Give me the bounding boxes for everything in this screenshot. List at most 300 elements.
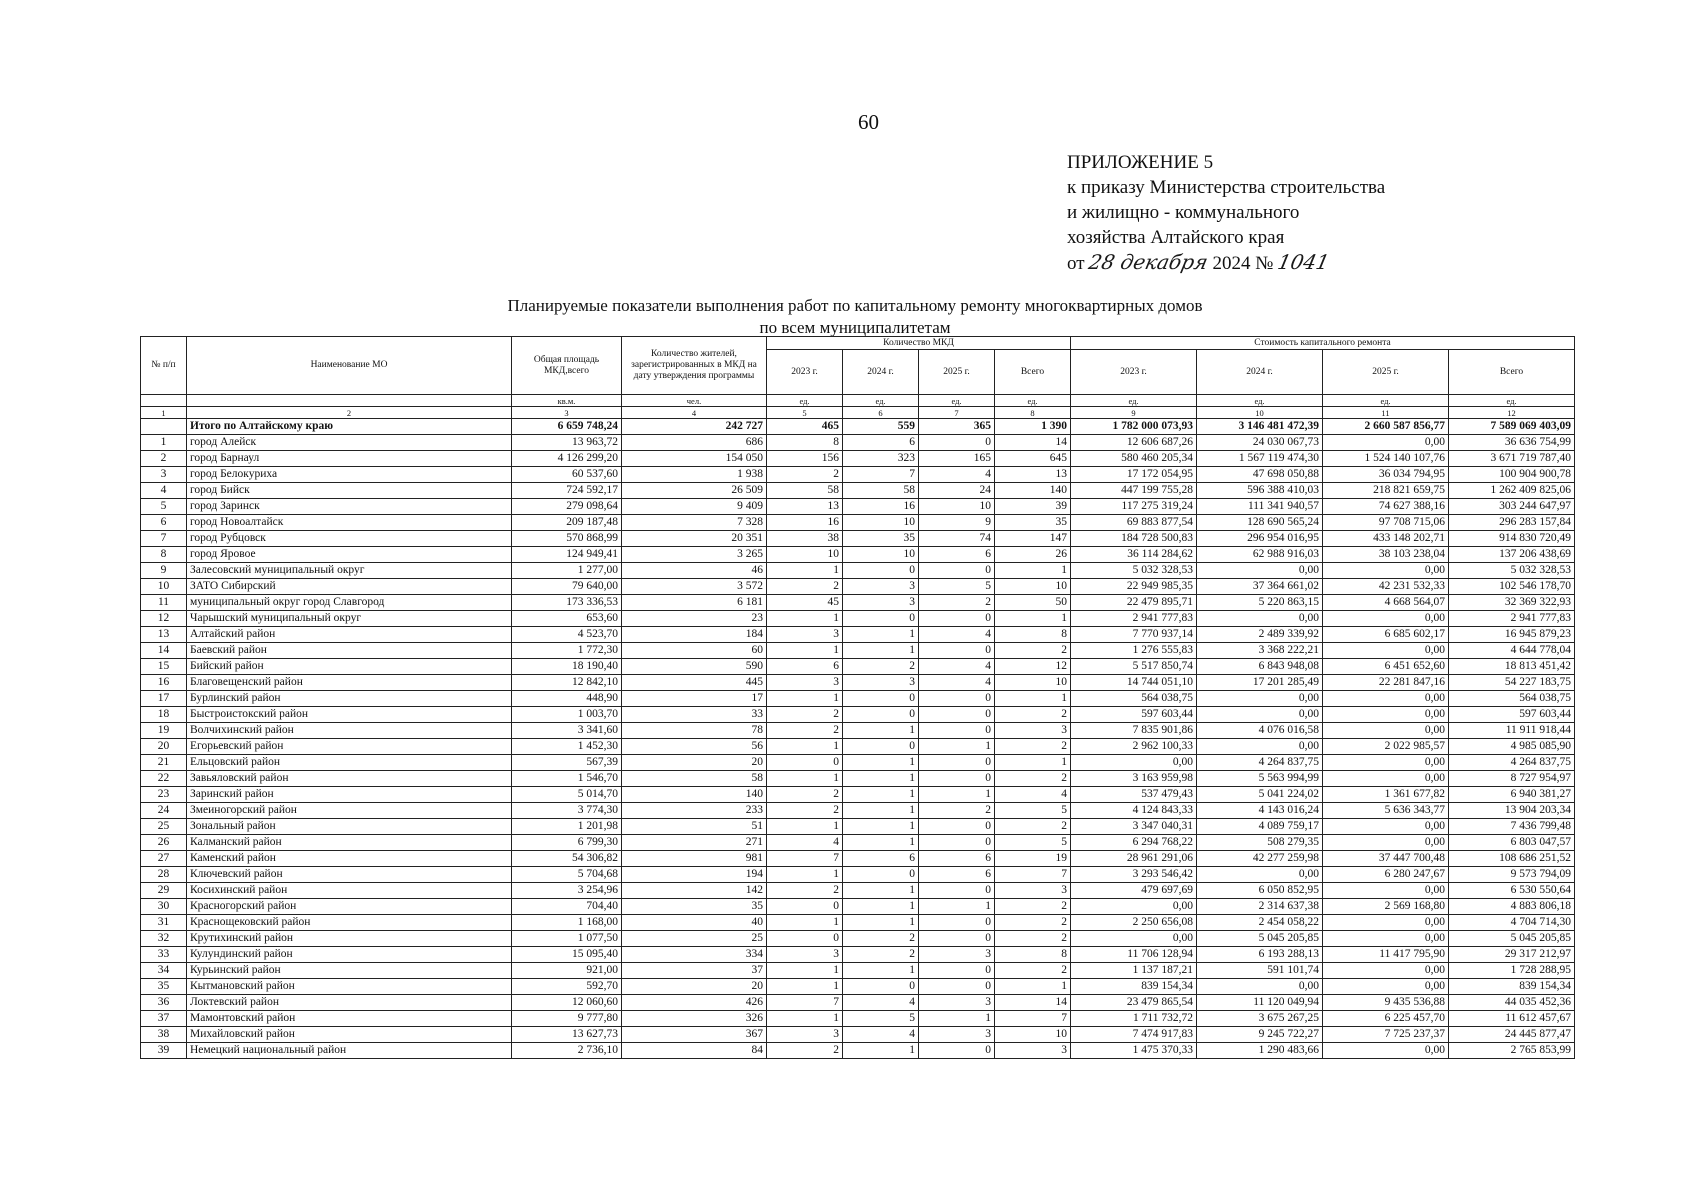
cell-mkd-2023: 0 bbox=[767, 755, 843, 771]
table-row bbox=[141, 835, 1575, 851]
cell-cost-2023: 69 883 877,54 bbox=[1071, 515, 1197, 531]
cell-residents: 590 bbox=[622, 659, 767, 675]
cell-cost-total: 1 728 288,95 bbox=[1449, 963, 1575, 979]
cell-mkd-2024: 323 bbox=[843, 451, 919, 467]
date-year: 2024 bbox=[1212, 253, 1251, 274]
column-numbers-row bbox=[141, 407, 1575, 419]
cell-residents: 37 bbox=[622, 963, 767, 979]
cell-cost-2025: 38 103 238,04 bbox=[1323, 547, 1449, 563]
cell-cost-2024: 9 245 722,27 bbox=[1197, 1027, 1323, 1043]
cell-mkd-2024: 0 bbox=[843, 979, 919, 995]
cell-num: 7 bbox=[141, 531, 187, 547]
cell-name: Калманский район bbox=[187, 835, 512, 851]
cell-mkd-2025: 0 bbox=[919, 611, 995, 627]
cell-area: 13 963,72 bbox=[512, 435, 622, 451]
cell-num: 13 bbox=[141, 627, 187, 643]
cell-mkd-2025: 0 bbox=[919, 435, 995, 451]
cell-num: 33 bbox=[141, 947, 187, 963]
cell-mkd-2025: 1 bbox=[919, 1011, 995, 1027]
cell-mkd-2023: 465 bbox=[767, 419, 843, 435]
cell-mkd-2024: 7 bbox=[843, 467, 919, 483]
cell-mkd-2023: 2 bbox=[767, 579, 843, 595]
cell-cost-total: 6 530 550,64 bbox=[1449, 883, 1575, 899]
column-number-cell: 6 bbox=[843, 407, 919, 419]
cell-cost-total: 32 369 322,93 bbox=[1449, 595, 1575, 611]
cell-name: Залесовский муниципальный округ bbox=[187, 563, 512, 579]
cell-cost-2023: 564 038,75 bbox=[1071, 691, 1197, 707]
cell-cost-total: 108 686 251,52 bbox=[1449, 851, 1575, 867]
cell-cost-total: 29 317 212,97 bbox=[1449, 947, 1575, 963]
cell-residents: 184 bbox=[622, 627, 767, 643]
cell-area: 12 060,60 bbox=[512, 995, 622, 1011]
cell-mkd-2025: 3 bbox=[919, 1027, 995, 1043]
header-mkd-total: Всего bbox=[995, 350, 1071, 395]
cell-mkd-2023: 1 bbox=[767, 915, 843, 931]
cell-cost-2025: 42 231 532,33 bbox=[1323, 579, 1449, 595]
cell-residents: 25 bbox=[622, 931, 767, 947]
cell-cost-total: 44 035 452,36 bbox=[1449, 995, 1575, 1011]
cell-mkd-total: 2 bbox=[995, 643, 1071, 659]
cell-mkd-2025: 165 bbox=[919, 451, 995, 467]
unit-cell: кв.м. bbox=[512, 395, 622, 407]
cell-mkd-2025: 9 bbox=[919, 515, 995, 531]
cell-mkd-2025: 4 bbox=[919, 627, 995, 643]
cell-mkd-2023: 3 bbox=[767, 1027, 843, 1043]
cell-mkd-2024: 0 bbox=[843, 867, 919, 883]
cell-cost-2025: 2 569 168,80 bbox=[1323, 899, 1449, 915]
cell-cost-2023: 117 275 319,24 bbox=[1071, 499, 1197, 515]
header-cost-2023: 2023 г. bbox=[1071, 350, 1197, 395]
cell-name: Краснощековский район bbox=[187, 915, 512, 931]
cell-cost-2023: 17 172 054,95 bbox=[1071, 467, 1197, 483]
cell-area: 921,00 bbox=[512, 963, 622, 979]
cell-mkd-2023: 1 bbox=[767, 563, 843, 579]
cell-cost-2024: 24 030 067,73 bbox=[1197, 435, 1323, 451]
cell-name: Чарышский муниципальный округ bbox=[187, 611, 512, 627]
cell-cost-2023: 3 163 959,98 bbox=[1071, 771, 1197, 787]
cell-mkd-2024: 58 bbox=[843, 483, 919, 499]
table-row bbox=[141, 547, 1575, 563]
cell-num: 8 bbox=[141, 547, 187, 563]
cell-mkd-2024: 1 bbox=[843, 835, 919, 851]
unit-cell: ед. bbox=[767, 395, 843, 407]
cell-name: Егорьевский район bbox=[187, 739, 512, 755]
cell-cost-2025: 0,00 bbox=[1323, 755, 1449, 771]
cell-cost-2024: 596 388 410,03 bbox=[1197, 483, 1323, 499]
cell-cost-2023: 1 782 000 073,93 bbox=[1071, 419, 1197, 435]
cell-cost-2025: 37 447 700,48 bbox=[1323, 851, 1449, 867]
cell-cost-total: 4 704 714,30 bbox=[1449, 915, 1575, 931]
cell-name: Завьяловский район bbox=[187, 771, 512, 787]
cell-cost-2024: 1 567 119 474,30 bbox=[1197, 451, 1323, 467]
cell-name: Ключевский район bbox=[187, 867, 512, 883]
cell-mkd-total: 3 bbox=[995, 1043, 1071, 1059]
cell-name: Косихинский район bbox=[187, 883, 512, 899]
cell-area: 79 640,00 bbox=[512, 579, 622, 595]
cell-name: город Новоалтайск bbox=[187, 515, 512, 531]
cell-cost-total: 102 546 178,70 bbox=[1449, 579, 1575, 595]
cell-cost-2025: 0,00 bbox=[1323, 611, 1449, 627]
cell-cost-2024: 0,00 bbox=[1197, 611, 1323, 627]
cell-cost-2024: 3 675 267,25 bbox=[1197, 1011, 1323, 1027]
cell-cost-2024: 1 290 483,66 bbox=[1197, 1043, 1323, 1059]
cell-name: город Рубцовск bbox=[187, 531, 512, 547]
units-row bbox=[141, 395, 1575, 407]
cell-cost-2025: 6 225 457,70 bbox=[1323, 1011, 1449, 1027]
cell-area: 13 627,73 bbox=[512, 1027, 622, 1043]
cell-cost-2023: 2 250 656,08 bbox=[1071, 915, 1197, 931]
header-cost-2024: 2024 г. bbox=[1197, 350, 1323, 395]
cell-name: город Заринск bbox=[187, 499, 512, 515]
cell-residents: 58 bbox=[622, 771, 767, 787]
cell-cost-total: 36 636 754,99 bbox=[1449, 435, 1575, 451]
cell-mkd-2023: 7 bbox=[767, 995, 843, 1011]
page-number: 60 bbox=[858, 110, 879, 134]
date-prefix: от bbox=[1067, 253, 1085, 274]
column-number-cell: 1 bbox=[141, 407, 187, 419]
cell-cost-2025: 36 034 794,95 bbox=[1323, 467, 1449, 483]
cell-mkd-2024: 1 bbox=[843, 787, 919, 803]
cell-cost-total: 597 603,44 bbox=[1449, 707, 1575, 723]
cell-mkd-2025: 365 bbox=[919, 419, 995, 435]
cell-mkd-total: 7 bbox=[995, 1011, 1071, 1027]
cell-cost-2025: 0,00 bbox=[1323, 979, 1449, 995]
cell-residents: 981 bbox=[622, 851, 767, 867]
cell-mkd-total: 10 bbox=[995, 675, 1071, 691]
cell-cost-2023: 11 706 128,94 bbox=[1071, 947, 1197, 963]
cell-mkd-2024: 1 bbox=[843, 803, 919, 819]
cell-area: 5 014,70 bbox=[512, 787, 622, 803]
cell-name: Итого по Алтайскому краю bbox=[187, 419, 512, 435]
cell-area: 1 168,00 bbox=[512, 915, 622, 931]
cell-residents: 84 bbox=[622, 1043, 767, 1059]
cell-cost-total: 839 154,34 bbox=[1449, 979, 1575, 995]
handwritten-date: 28 декабря bbox=[1086, 250, 1211, 274]
cell-mkd-2025: 1 bbox=[919, 739, 995, 755]
cell-cost-2025: 0,00 bbox=[1323, 1043, 1449, 1059]
cell-residents: 154 050 bbox=[622, 451, 767, 467]
cell-mkd-2023: 0 bbox=[767, 899, 843, 915]
header-mkd-2023: 2023 г. bbox=[767, 350, 843, 395]
cell-cost-total: 2 765 853,99 bbox=[1449, 1043, 1575, 1059]
cell-mkd-total: 5 bbox=[995, 803, 1071, 819]
table-row bbox=[141, 595, 1575, 611]
cell-cost-2025: 0,00 bbox=[1323, 835, 1449, 851]
cell-cost-2024: 6 843 948,08 bbox=[1197, 659, 1323, 675]
cell-num: 35 bbox=[141, 979, 187, 995]
cell-name: Крутихинский район bbox=[187, 931, 512, 947]
cell-mkd-2023: 7 bbox=[767, 851, 843, 867]
cell-mkd-2024: 1 bbox=[843, 819, 919, 835]
table-row bbox=[141, 451, 1575, 467]
cell-area: 567,39 bbox=[512, 755, 622, 771]
cell-mkd-total: 1 bbox=[995, 611, 1071, 627]
cell-mkd-2023: 0 bbox=[767, 931, 843, 947]
cell-residents: 445 bbox=[622, 675, 767, 691]
cell-cost-2023: 1 711 732,72 bbox=[1071, 1011, 1197, 1027]
header-mkd-count: Количество МКД bbox=[767, 337, 1071, 350]
cell-cost-total: 24 445 877,47 bbox=[1449, 1027, 1575, 1043]
cell-cost-2023: 12 606 687,26 bbox=[1071, 435, 1197, 451]
header-residents: Количество жителей, зарегистрированных в МКД на дату утверждения программы bbox=[622, 337, 767, 395]
cell-num: 37 bbox=[141, 1011, 187, 1027]
header-repair-cost: Стоимость капитального ремонта bbox=[1071, 337, 1575, 350]
cell-name: Алтайский район bbox=[187, 627, 512, 643]
cell-mkd-total: 2 bbox=[995, 899, 1071, 915]
cell-num: 39 bbox=[141, 1043, 187, 1059]
cell-mkd-2023: 1 bbox=[767, 643, 843, 659]
cell-area: 2 736,10 bbox=[512, 1043, 622, 1059]
cell-mkd-total: 39 bbox=[995, 499, 1071, 515]
cell-mkd-2024: 3 bbox=[843, 595, 919, 611]
table-row bbox=[141, 819, 1575, 835]
cell-area: 18 190,40 bbox=[512, 659, 622, 675]
cell-cost-2025: 0,00 bbox=[1323, 819, 1449, 835]
cell-cost-2024: 591 101,74 bbox=[1197, 963, 1323, 979]
cell-cost-2024: 62 988 916,03 bbox=[1197, 547, 1323, 563]
cell-area: 4 126 299,20 bbox=[512, 451, 622, 467]
cell-num: 29 bbox=[141, 883, 187, 899]
cell-cost-2025: 1 524 140 107,76 bbox=[1323, 451, 1449, 467]
table-row bbox=[141, 1043, 1575, 1059]
cell-name: Заринский район bbox=[187, 787, 512, 803]
cell-name: Михайловский район bbox=[187, 1027, 512, 1043]
table-row bbox=[141, 435, 1575, 451]
table-row bbox=[141, 563, 1575, 579]
table-row bbox=[141, 739, 1575, 755]
column-number-cell: 4 bbox=[622, 407, 767, 419]
cell-mkd-2025: 10 bbox=[919, 499, 995, 515]
table-row bbox=[141, 643, 1575, 659]
cell-area: 1 452,30 bbox=[512, 739, 622, 755]
cell-cost-2024: 4 143 016,24 bbox=[1197, 803, 1323, 819]
cell-cost-2024: 296 954 016,95 bbox=[1197, 531, 1323, 547]
cell-mkd-2024: 4 bbox=[843, 1027, 919, 1043]
cell-cost-total: 11 911 918,44 bbox=[1449, 723, 1575, 739]
cell-mkd-2024: 1 bbox=[843, 963, 919, 979]
cell-mkd-2025: 3 bbox=[919, 947, 995, 963]
cell-cost-2025: 0,00 bbox=[1323, 691, 1449, 707]
cell-cost-2023: 2 962 100,33 bbox=[1071, 739, 1197, 755]
cell-cost-2024: 11 120 049,94 bbox=[1197, 995, 1323, 1011]
cell-num: 10 bbox=[141, 579, 187, 595]
cell-area: 592,70 bbox=[512, 979, 622, 995]
cell-cost-2025: 0,00 bbox=[1323, 707, 1449, 723]
cell-cost-2024: 0,00 bbox=[1197, 979, 1323, 995]
cell-cost-2025: 0,00 bbox=[1323, 723, 1449, 739]
cell-mkd-total: 2 bbox=[995, 707, 1071, 723]
cell-cost-2023: 28 961 291,06 bbox=[1071, 851, 1197, 867]
cell-mkd-2024: 0 bbox=[843, 739, 919, 755]
table-row bbox=[141, 851, 1575, 867]
cell-cost-2023: 5 032 328,53 bbox=[1071, 563, 1197, 579]
cell-num: 27 bbox=[141, 851, 187, 867]
cell-mkd-2024: 6 bbox=[843, 851, 919, 867]
cell-mkd-2025: 0 bbox=[919, 915, 995, 931]
table-row bbox=[141, 1011, 1575, 1027]
cell-residents: 326 bbox=[622, 1011, 767, 1027]
cell-mkd-2024: 1 bbox=[843, 627, 919, 643]
cell-residents: 140 bbox=[622, 787, 767, 803]
unit-cell: ед. bbox=[1449, 395, 1575, 407]
cell-cost-2024: 508 279,35 bbox=[1197, 835, 1323, 851]
cell-mkd-2025: 1 bbox=[919, 899, 995, 915]
cell-residents: 367 bbox=[622, 1027, 767, 1043]
cell-mkd-2025: 6 bbox=[919, 867, 995, 883]
cell-cost-total: 16 945 879,23 bbox=[1449, 627, 1575, 643]
cell-mkd-2024: 1 bbox=[843, 915, 919, 931]
column-number-cell: 9 bbox=[1071, 407, 1197, 419]
cell-name: город Яровое bbox=[187, 547, 512, 563]
number-sign: № bbox=[1255, 253, 1274, 274]
cell-area: 704,40 bbox=[512, 899, 622, 915]
cell-mkd-2023: 10 bbox=[767, 547, 843, 563]
cell-cost-2025: 74 627 388,16 bbox=[1323, 499, 1449, 515]
table-row bbox=[141, 803, 1575, 819]
cell-mkd-2025: 1 bbox=[919, 787, 995, 803]
cell-mkd-total: 1 bbox=[995, 563, 1071, 579]
cell-name: Бурлинский район bbox=[187, 691, 512, 707]
cell-cost-2023: 3 347 040,31 bbox=[1071, 819, 1197, 835]
cell-cost-2024: 2 489 339,92 bbox=[1197, 627, 1323, 643]
unit-cell: ед. bbox=[1197, 395, 1323, 407]
table-row bbox=[141, 611, 1575, 627]
cell-cost-2023: 597 603,44 bbox=[1071, 707, 1197, 723]
cell-mkd-2023: 2 bbox=[767, 467, 843, 483]
cell-num: 6 bbox=[141, 515, 187, 531]
cell-cost-2023: 7 835 901,86 bbox=[1071, 723, 1197, 739]
cell-mkd-2023: 1 bbox=[767, 739, 843, 755]
cell-residents: 194 bbox=[622, 867, 767, 883]
cell-mkd-total: 10 bbox=[995, 579, 1071, 595]
cell-cost-2024: 0,00 bbox=[1197, 707, 1323, 723]
cell-cost-2023: 1 276 555,83 bbox=[1071, 643, 1197, 659]
cell-area: 209 187,48 bbox=[512, 515, 622, 531]
cell-name: Быстроистокский район bbox=[187, 707, 512, 723]
cell-cost-2025: 0,00 bbox=[1323, 771, 1449, 787]
table-row bbox=[141, 691, 1575, 707]
handwritten-number: 1041 bbox=[1275, 250, 1332, 274]
cell-cost-2023: 580 460 205,34 bbox=[1071, 451, 1197, 467]
cell-mkd-2023: 1 bbox=[767, 819, 843, 835]
table-row bbox=[141, 755, 1575, 771]
header-cost-total: Всего bbox=[1449, 350, 1575, 395]
cell-mkd-2024: 1 bbox=[843, 755, 919, 771]
cell-cost-2023: 479 697,69 bbox=[1071, 883, 1197, 899]
cell-cost-total: 137 206 438,69 bbox=[1449, 547, 1575, 563]
cell-mkd-2025: 2 bbox=[919, 803, 995, 819]
cell-cost-2023: 2 941 777,83 bbox=[1071, 611, 1197, 627]
cell-mkd-2025: 24 bbox=[919, 483, 995, 499]
cell-residents: 78 bbox=[622, 723, 767, 739]
cell-mkd-2023: 1 bbox=[767, 1011, 843, 1027]
cell-cost-total: 564 038,75 bbox=[1449, 691, 1575, 707]
cell-mkd-2023: 1 bbox=[767, 691, 843, 707]
cell-cost-2025: 4 668 564,07 bbox=[1323, 595, 1449, 611]
cell-cost-2023: 537 479,43 bbox=[1071, 787, 1197, 803]
cell-mkd-total: 8 bbox=[995, 627, 1071, 643]
cell-mkd-2025: 0 bbox=[919, 883, 995, 899]
cell-num: 31 bbox=[141, 915, 187, 931]
cell-num: 30 bbox=[141, 899, 187, 915]
cell-cost-2023: 1 137 187,21 bbox=[1071, 963, 1197, 979]
table-row bbox=[141, 531, 1575, 547]
cell-mkd-total: 14 bbox=[995, 995, 1071, 1011]
cell-mkd-2025: 4 bbox=[919, 467, 995, 483]
cell-mkd-2023: 1 bbox=[767, 771, 843, 787]
header-mkd-2024: 2024 г. bbox=[843, 350, 919, 395]
cell-mkd-total: 14 bbox=[995, 435, 1071, 451]
cell-mkd-total: 12 bbox=[995, 659, 1071, 675]
cell-name: город Алейск bbox=[187, 435, 512, 451]
cell-cost-2024: 3 146 481 472,39 bbox=[1197, 419, 1323, 435]
cell-num: 4 bbox=[141, 483, 187, 499]
cell-mkd-2025: 3 bbox=[919, 995, 995, 1011]
cell-residents: 17 bbox=[622, 691, 767, 707]
cell-cost-2023: 4 124 843,33 bbox=[1071, 803, 1197, 819]
cell-area: 60 537,60 bbox=[512, 467, 622, 483]
cell-cost-2023: 5 517 850,74 bbox=[1071, 659, 1197, 675]
cell-cost-total: 13 904 203,34 bbox=[1449, 803, 1575, 819]
table-row bbox=[141, 515, 1575, 531]
cell-mkd-2024: 1 bbox=[843, 643, 919, 659]
cell-mkd-2023: 2 bbox=[767, 723, 843, 739]
table-row bbox=[141, 771, 1575, 787]
unit-cell: ед. bbox=[1323, 395, 1449, 407]
cell-area: 653,60 bbox=[512, 611, 622, 627]
cell-mkd-2023: 1 bbox=[767, 867, 843, 883]
cell-residents: 35 bbox=[622, 899, 767, 915]
cell-cost-2024: 4 264 837,75 bbox=[1197, 755, 1323, 771]
column-number-cell: 3 bbox=[512, 407, 622, 419]
cell-cost-2023: 6 294 768,22 bbox=[1071, 835, 1197, 851]
cell-residents: 56 bbox=[622, 739, 767, 755]
cell-area: 9 777,80 bbox=[512, 1011, 622, 1027]
cell-residents: 46 bbox=[622, 563, 767, 579]
cell-cost-2024: 0,00 bbox=[1197, 691, 1323, 707]
cell-mkd-2024: 2 bbox=[843, 931, 919, 947]
cell-name: Волчихинский район bbox=[187, 723, 512, 739]
cell-cost-2024: 2 454 058,22 bbox=[1197, 915, 1323, 931]
cell-mkd-2025: 0 bbox=[919, 707, 995, 723]
cell-name: Бийский район bbox=[187, 659, 512, 675]
cell-mkd-total: 13 bbox=[995, 467, 1071, 483]
cell-cost-2024: 42 277 259,98 bbox=[1197, 851, 1323, 867]
cell-area: 1 003,70 bbox=[512, 707, 622, 723]
unit-cell bbox=[187, 395, 512, 407]
cell-area: 1 277,00 bbox=[512, 563, 622, 579]
cell-mkd-2024: 3 bbox=[843, 675, 919, 691]
column-number-cell: 7 bbox=[919, 407, 995, 419]
cell-cost-2023: 0,00 bbox=[1071, 899, 1197, 915]
table-row bbox=[141, 915, 1575, 931]
cell-mkd-total: 3 bbox=[995, 723, 1071, 739]
cell-area: 3 774,30 bbox=[512, 803, 622, 819]
table-row bbox=[141, 979, 1575, 995]
cell-cost-total: 7 436 799,48 bbox=[1449, 819, 1575, 835]
header-area: Общая площадь МКД,всего bbox=[512, 337, 622, 395]
cell-num: 22 bbox=[141, 771, 187, 787]
cell-num: 28 bbox=[141, 867, 187, 883]
cell-name: Красногорский район bbox=[187, 899, 512, 915]
cell-num: 25 bbox=[141, 819, 187, 835]
document-subtitle: по всем муниципалитетам bbox=[759, 318, 951, 337]
cell-residents: 6 181 bbox=[622, 595, 767, 611]
cell-residents: 686 bbox=[622, 435, 767, 451]
cell-name: Кулундинский район bbox=[187, 947, 512, 963]
column-number-cell: 8 bbox=[995, 407, 1071, 419]
cell-cost-2024: 17 201 285,49 bbox=[1197, 675, 1323, 691]
